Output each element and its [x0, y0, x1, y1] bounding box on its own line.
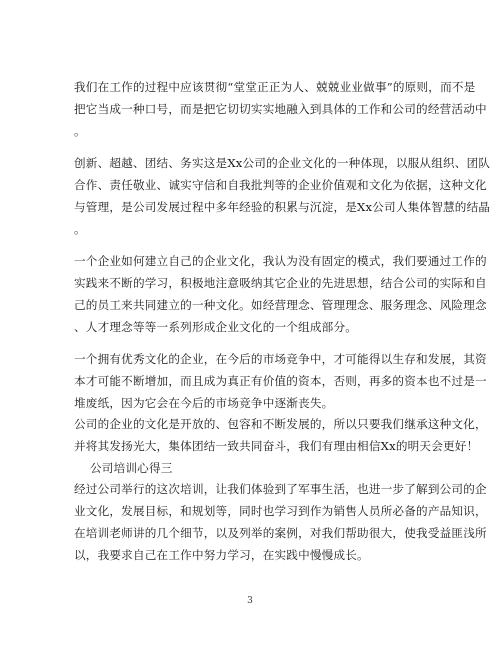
text-line: 把它当成一种口号，而是把它切切实实地融入到具体的工作和公司的经营活动中 [74, 102, 487, 116]
text-line: 本才可能不断增加，而且成为真正有价值的资本，否则，再多的资本也不过是一 [74, 374, 487, 388]
text-line: 与管理，是公司发展过程中多年经验的积累与沉淀，是Xx公司人集体智慧的结晶 [74, 200, 491, 214]
paragraph-4 [74, 348, 487, 414]
section-heading: 公司培训心得三 [90, 461, 173, 475]
paragraph-5 [74, 413, 487, 479]
text-line: 一个拥有优秀文化的企业，在今后的市场竞争中，才可能得以生存和发展，其资 [74, 352, 487, 366]
text-line: 业文化，发展目标，和规划等，同时也学习到作为销售人员所必备的产品知识， [74, 504, 487, 518]
paragraph-1 [74, 76, 487, 142]
page-number: 3 [247, 596, 253, 606]
text-line: 合作、责任敬业、诚实守信和自我批判等的企业价值观和文化为依据，这种文化 [74, 178, 487, 192]
text-line: 己的员工来共同建立的一种文化。如经营理念、管理理念、服务理念、风险理念 [74, 298, 487, 312]
text-line: 在培训老师讲的几个细节，以及列举的案例，对我们帮助很大，使我受益匪浅所 [74, 526, 487, 540]
text-line: 。 [74, 124, 86, 138]
text-line: 经过公司举行的这次培训，让我们体验到了军事生活，也进一步了解到公司的企 [74, 482, 487, 496]
paragraph-3 [74, 250, 487, 338]
text-line: 并将其发扬光大，集体团结一致共同奋斗，我们有理由相信Xx的明天会更好！ [74, 439, 479, 453]
text-line: 公司的企业的文化是开放的、包容和不断发展的，所以只要我们继承这种文化， [74, 417, 487, 431]
text-line: 以，我要求自己在工作中努力学习，在实践中慢慢成长。 [74, 548, 369, 562]
paragraph-6 [74, 478, 487, 566]
paragraph-2 [74, 152, 491, 240]
text-line: 。 [74, 222, 86, 236]
text-line: 、人才理念等等一系列形成企业文化的一个组成部分。 [74, 320, 358, 334]
text-line: 实践来不断的学习，积极地注意吸纳其它企业的先进思想，结合公司的实际和自 [74, 276, 487, 290]
text-line: 堆废纸，因为它会在今后的市场竞争中逐渐丧失。 [74, 396, 334, 410]
text-line: 我们在工作的过程中应该贯彻“堂堂正正为人、兢兢业业做事”的原则，而不是 [74, 80, 476, 94]
text-line: 一个企业如何建立自己的企业文化，我认为没有固定的模式，我们要通过工作的 [74, 254, 487, 268]
text-line: 创新、超越、团结、务实这是Xx公司的企业文化的一种体现，以服从组织、团队 [74, 156, 491, 170]
